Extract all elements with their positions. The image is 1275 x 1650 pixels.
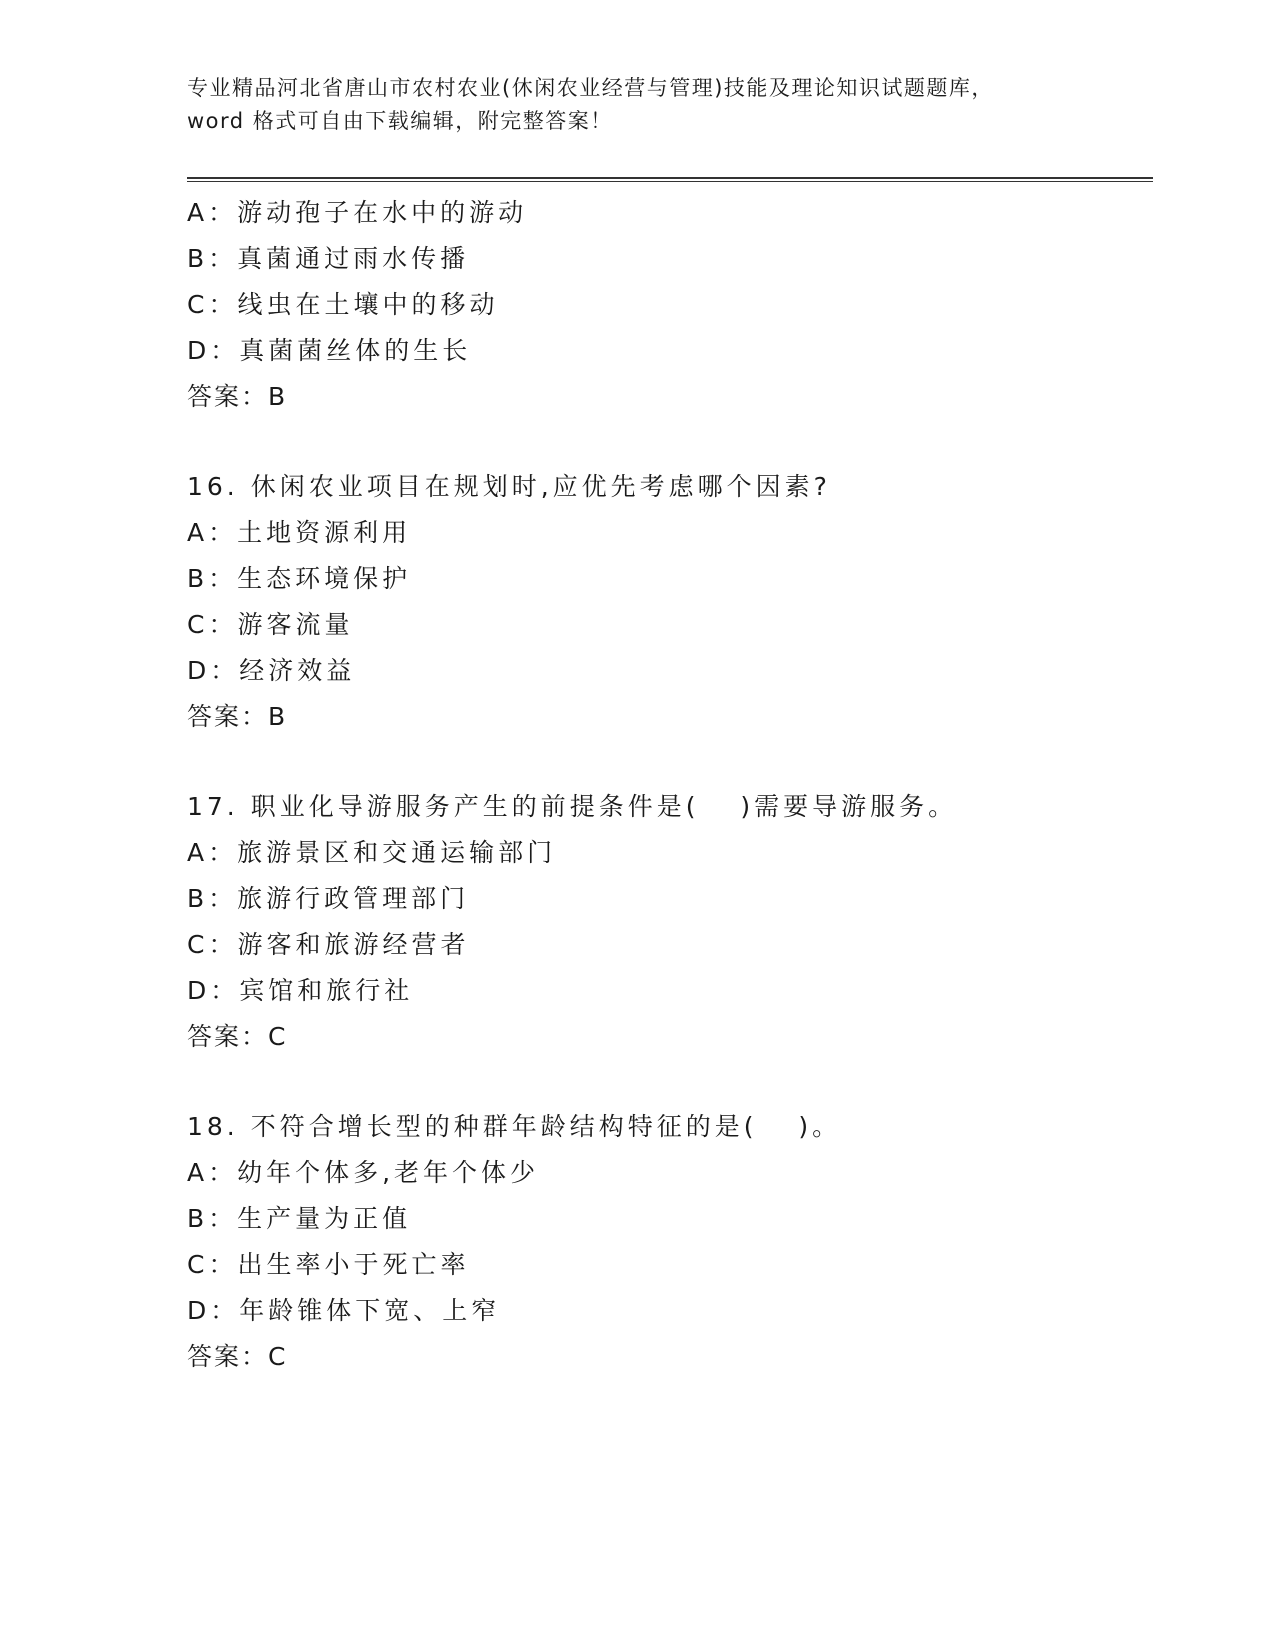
option-d: D：经济效益 [187, 656, 356, 685]
option-d: D：宾馆和旅行社 [187, 976, 414, 1005]
option-b: B：生态环境保护 [187, 564, 412, 593]
question-text: 16. 休闲农业项目在规划时,应优先考虑哪个因素? [187, 472, 831, 501]
option-c: C：游客流量 [187, 610, 354, 639]
question-list [187, 190, 1153, 1380]
question-text: 18. 不符合增长型的种群年龄结构特征的是( )。 [187, 1112, 842, 1141]
option-c: C：游客和旅游经营者 [187, 930, 470, 959]
option-a: A：土地资源利用 [187, 518, 412, 547]
question-15-continuation [187, 190, 1153, 420]
answer: 答案：B [187, 382, 288, 411]
option-b: B：旅游行政管理部门 [187, 884, 470, 913]
option-b: B：生产量为正值 [187, 1204, 412, 1233]
option-c: C：出生率小于死亡率 [187, 1250, 470, 1279]
question-text: 17. 职业化导游服务产生的前提条件是( )需要导游服务。 [187, 792, 958, 821]
header-line-2: word 格式可自由下载编辑，附完整答案！ [187, 109, 613, 133]
answer: 答案：C [187, 1022, 288, 1051]
header-divider [187, 177, 1153, 182]
answer: 答案：C [187, 1342, 288, 1371]
header-line-1: 专业精品河北省唐山市农村农业(休闲农业经营与管理)技能及理论知识试题题库， [187, 76, 994, 100]
option-c: C：线虫在土壤中的移动 [187, 290, 499, 319]
option-a: A：幼年个体多,老年个体少 [187, 1158, 540, 1187]
document-header [187, 72, 1087, 138]
question-17 [187, 784, 1153, 1060]
option-a: A：游动孢子在水中的游动 [187, 198, 528, 227]
answer: 答案：B [187, 702, 288, 731]
question-16 [187, 464, 1153, 740]
question-18 [187, 1104, 1153, 1380]
option-d: D：年龄锥体下宽、上窄 [187, 1296, 501, 1325]
option-b: B：真菌通过雨水传播 [187, 244, 470, 273]
option-d: D：真菌菌丝体的生长 [187, 336, 472, 365]
option-a: A：旅游景区和交通运输部门 [187, 838, 557, 867]
